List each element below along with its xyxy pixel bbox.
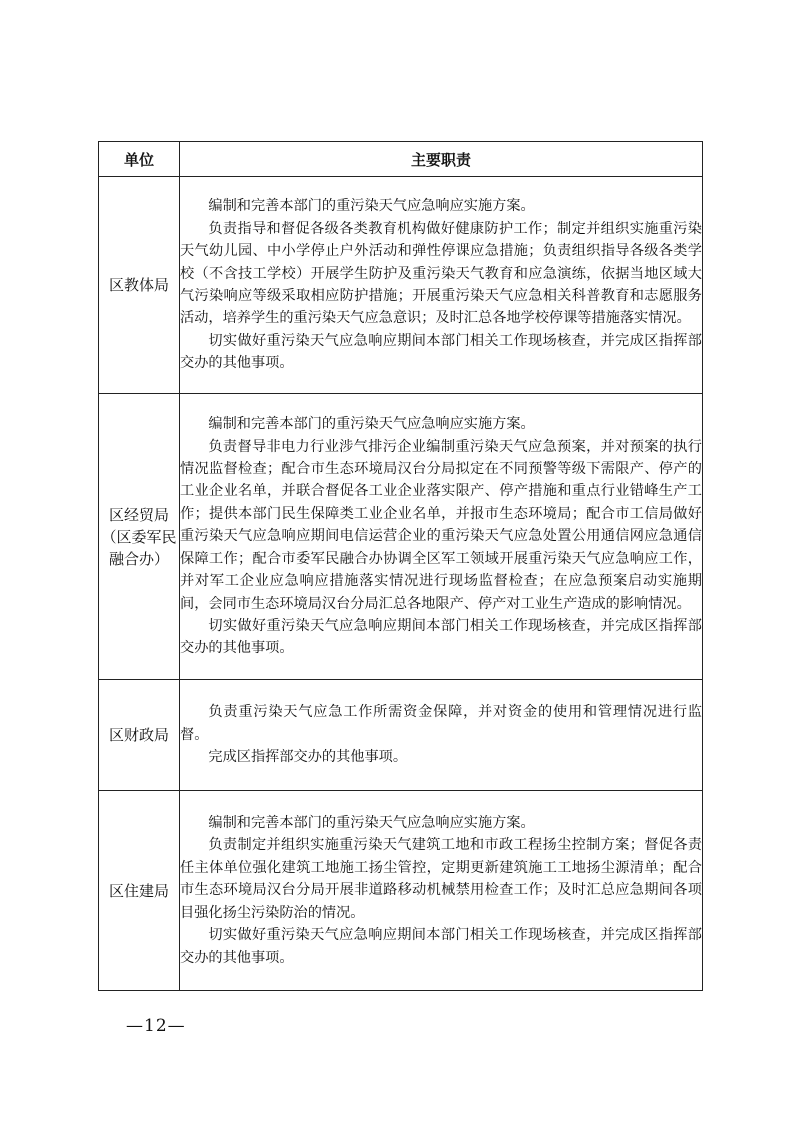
table-header-row bbox=[99, 142, 703, 177]
unit-cell: 区经贸局（区委军民融合办） bbox=[99, 394, 180, 680]
duty-paragraph: 切实做好重污染天气应急响应期间本部门相关工作现场核查，并完成区指挥部交办的其他事项。 bbox=[180, 617, 702, 657]
duty-paragraph: 完成区指挥部交办的其他事项。 bbox=[208, 749, 408, 766]
table-row bbox=[99, 394, 703, 680]
duties-cell bbox=[180, 680, 703, 791]
unit-cell: 区教体局 bbox=[99, 177, 180, 394]
unit-column-header: 单位 bbox=[99, 142, 180, 177]
table-row bbox=[99, 680, 703, 791]
duty-paragraph: 切实做好重污染天气应急响应期间本部门相关工作现场核查，并完成区指挥部交办的其他事项。 bbox=[180, 332, 702, 372]
duties-cell bbox=[180, 394, 703, 680]
duties-column-header: 主要职责 bbox=[180, 142, 703, 177]
duties-cell bbox=[180, 791, 703, 991]
duty-paragraph: 编制和完善本部门的重污染天气应急响应实施方案。 bbox=[208, 416, 535, 433]
duties-cell bbox=[180, 177, 703, 394]
duty-paragraph: 编制和完善本部门的重污染天气应急响应实施方案。 bbox=[208, 815, 535, 832]
unit-cell: 区住建局 bbox=[99, 791, 180, 991]
duty-paragraph: 负责制定并组织实施重污染天气建筑工地和市政工程扬尘控制方案；督促各责任主体单位强化建筑工地施工扬尘管控，定期更新建筑施工工地扬尘源清单；配合市生态环境局汉台分局开展非道路移动机械禁用检查工作；及时汇总应急期间各项目强化扬尘污染防治的情况。 bbox=[180, 837, 702, 921]
duty-paragraph: 负责重污染天气应急工作所需资金保障，并对资金的使用和管理情况进行监督。 bbox=[180, 704, 702, 743]
table-row bbox=[99, 791, 703, 991]
table-row bbox=[99, 177, 703, 394]
duty-paragraph: 编制和完善本部门的重污染天气应急响应实施方案。 bbox=[208, 198, 535, 215]
duty-paragraph: 负责督导非电力行业涉气排污企业编制重污染天气应急预案，并对预案的执行情况监督检查；配合市生态环境局汉台分局拟定在不同预警等级下需限产、停产的工业企业名单，并联合督促各工业企业落实限产、停产措施和重点行业错峰生产工作；提供本部门民生保障类工业企业名单，并报市生态环境局；配合市工信局做好重污染天气应急响应期间电信运营企业的重污染天气应急处置公用通信网应急通信保障工作；配合市委军民融合办协调全区军工领域开展重污染天气应急响应工作，并对军工企业应急响应措施落实情况进行现场监督检查；在应急预案启动实施期间，会同市生态环境局汉台分局汇总各地限产、停产对工业生产造成的影响情况。 bbox=[180, 438, 702, 612]
duties-table bbox=[98, 141, 703, 991]
page-number: —12— bbox=[126, 1016, 186, 1036]
duty-paragraph: 切实做好重污染天气应急响应期间本部门相关工作现场核查，并完成区指挥部交办的其他事项。 bbox=[180, 927, 702, 966]
duty-paragraph: 负责指导和督促各级各类教育机构做好健康防护工作；制定并组织实施重污染天气幼儿园、中小学停止户外活动和弹性停课应急措施；负责组织指导各级各类学校（不含技工学校）开展学生防护及重污染天气教育和应急演练，依据当地区域大气污染响应等级采取相应防护措施；开展重污染天气应急相关科普教育和志愿服务活动，培养学生的重污染天气应急意识；及时汇总各地学校停课等措施落实情况。 bbox=[180, 220, 702, 327]
unit-cell: 区财政局 bbox=[99, 680, 180, 791]
